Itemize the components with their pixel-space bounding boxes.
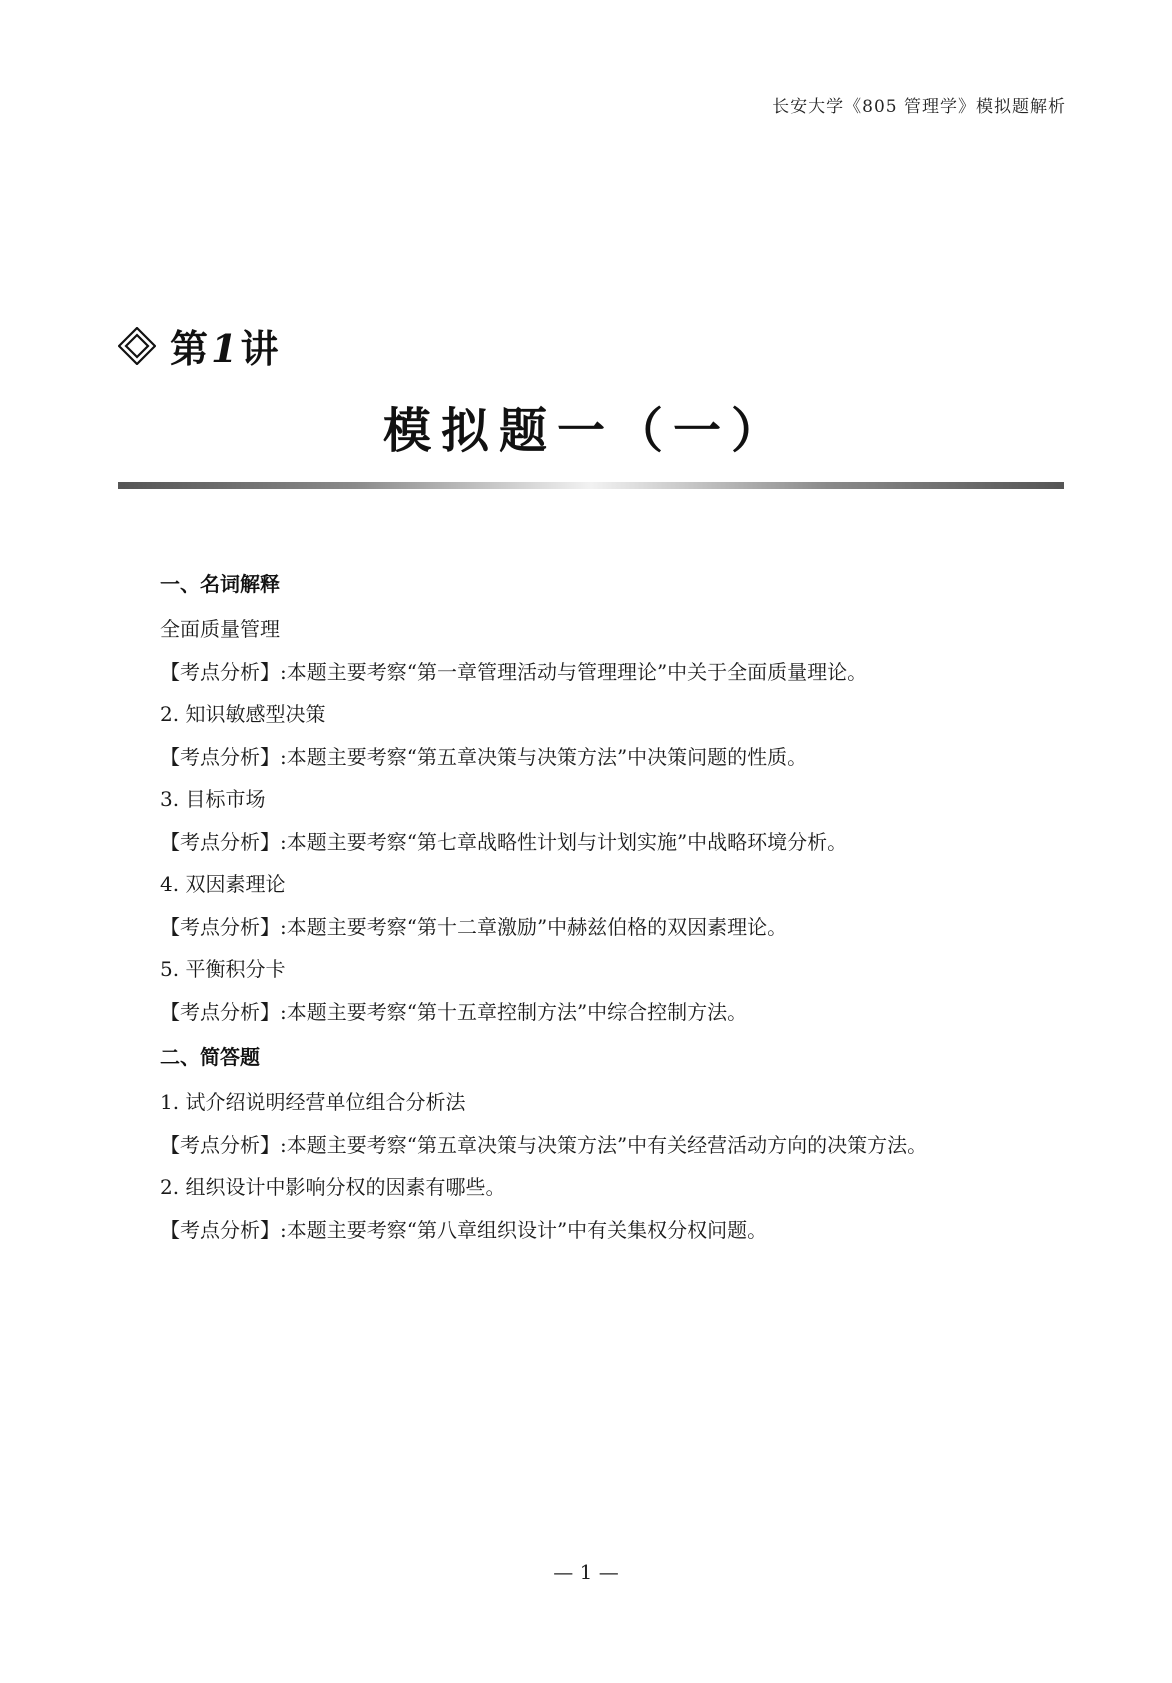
term-item: 3. 目标市场 bbox=[160, 787, 266, 811]
page-number: — 1 — bbox=[553, 1560, 619, 1584]
lecture-prefix: 第 bbox=[170, 327, 212, 371]
analysis-note: 【考点分析】:本题主要考察“第十二章激励”中赫兹伯格的双因素理论。 bbox=[160, 914, 788, 939]
term-item: 2. 知识敏感型决策 bbox=[160, 702, 326, 726]
page-title: 模拟题一（一） bbox=[382, 403, 789, 459]
lecture-suffix: 讲 bbox=[240, 327, 282, 371]
question-item: 1. 试介绍说明经营单位组合分析法 bbox=[160, 1090, 466, 1114]
lecture-number: 1 bbox=[211, 326, 241, 371]
term-item: 5. 平衡积分卡 bbox=[160, 957, 286, 981]
analysis-note: 【考点分析】:本题主要考察“第五章决策与决策方法”中决策问题的性质。 bbox=[160, 744, 808, 769]
running-header: 长安大学《805 管理学》模拟题解析 bbox=[772, 97, 1066, 117]
section-heading: 一、名词解释 bbox=[160, 572, 280, 596]
analysis-note: 【考点分析】:本题主要考察“第五章决策与决策方法”中有关经营活动方向的决策方法。 bbox=[160, 1132, 928, 1157]
analysis-note: 【考点分析】:本题主要考察“第七章战略性计划与计划实施”中战略环境分析。 bbox=[160, 829, 848, 854]
diamond-icon bbox=[118, 327, 156, 365]
term-item: 全面质量管理 bbox=[160, 617, 280, 641]
analysis-note: 【考点分析】:本题主要考察“第一章管理活动与管理理论”中关于全面质量理论。 bbox=[160, 659, 868, 684]
main-content bbox=[160, 560, 1040, 1251]
analysis-note: 【考点分析】:本题主要考察“第十五章控制方法”中综合控制方法。 bbox=[160, 999, 748, 1024]
analysis-note: 【考点分析】:本题主要考察“第八章组织设计”中有关集权分权问题。 bbox=[160, 1217, 768, 1242]
section-heading: 二、简答题 bbox=[160, 1045, 260, 1069]
term-item: 4. 双因素理论 bbox=[160, 872, 286, 896]
title-divider bbox=[118, 482, 1064, 489]
lecture-label bbox=[170, 318, 281, 373]
lecture-heading bbox=[118, 318, 281, 373]
question-item: 2. 组织设计中影响分权的因素有哪些。 bbox=[160, 1175, 506, 1199]
